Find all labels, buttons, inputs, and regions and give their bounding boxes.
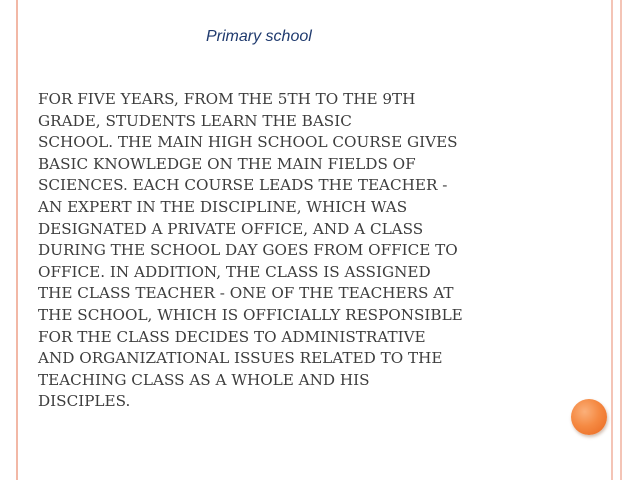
body-line: FOR FIVE YEARS, FROM THE 5TH TO THE 9TH — [38, 90, 416, 108]
body-line: OFFICE. IN ADDITION, THE CLASS IS ASSIGNED — [38, 262, 431, 281]
right-border-line-outer — [611, 0, 613, 480]
body-line: DURING THE SCHOOL DAY GOES FROM OFFICE TO — [38, 241, 458, 260]
body-line: AND ORGANIZATIONAL ISSUES RELATED TO THE — [38, 349, 443, 368]
body-line: BASIC KNOWLEDGE ON THE MAIN FIELDS OF — [38, 154, 416, 173]
body-line: THE SCHOOL, WHICH IS OFFICIALLY RESPONSIBLE — [38, 305, 463, 324]
slide-subtitle: Primary school — [206, 28, 312, 45]
left-border-line — [16, 0, 18, 480]
right-border-line-inner — [620, 0, 622, 480]
body-line: DESIGNATED A PRIVATE OFFICE, AND A CLASS — [38, 219, 424, 238]
orange-circle-decoration — [571, 399, 607, 435]
body-line: TEACHING CLASS AS A WHOLE AND HIS — [38, 370, 370, 389]
body-line: FOR THE CLASS DECIDES TO ADMINISTRATIVE — [38, 327, 426, 346]
body-line: SCIENCES. EACH COURSE LEADS THE TEACHER - — [38, 176, 448, 195]
body-line: AN EXPERT IN THE DISCIPLINE, WHICH WAS — [38, 197, 408, 216]
slide-body-text — [38, 89, 578, 413]
body-line: SCHOOL. THE MAIN HIGH SCHOOL COURSE GIVES — [38, 133, 458, 152]
body-line: GRADE, STUDENTS LEARN THE BASIC — [38, 111, 352, 130]
body-line: THE CLASS TEACHER - ONE OF THE TEACHERS AT — [38, 284, 454, 303]
body-line: DISCIPLES. — [38, 392, 131, 411]
